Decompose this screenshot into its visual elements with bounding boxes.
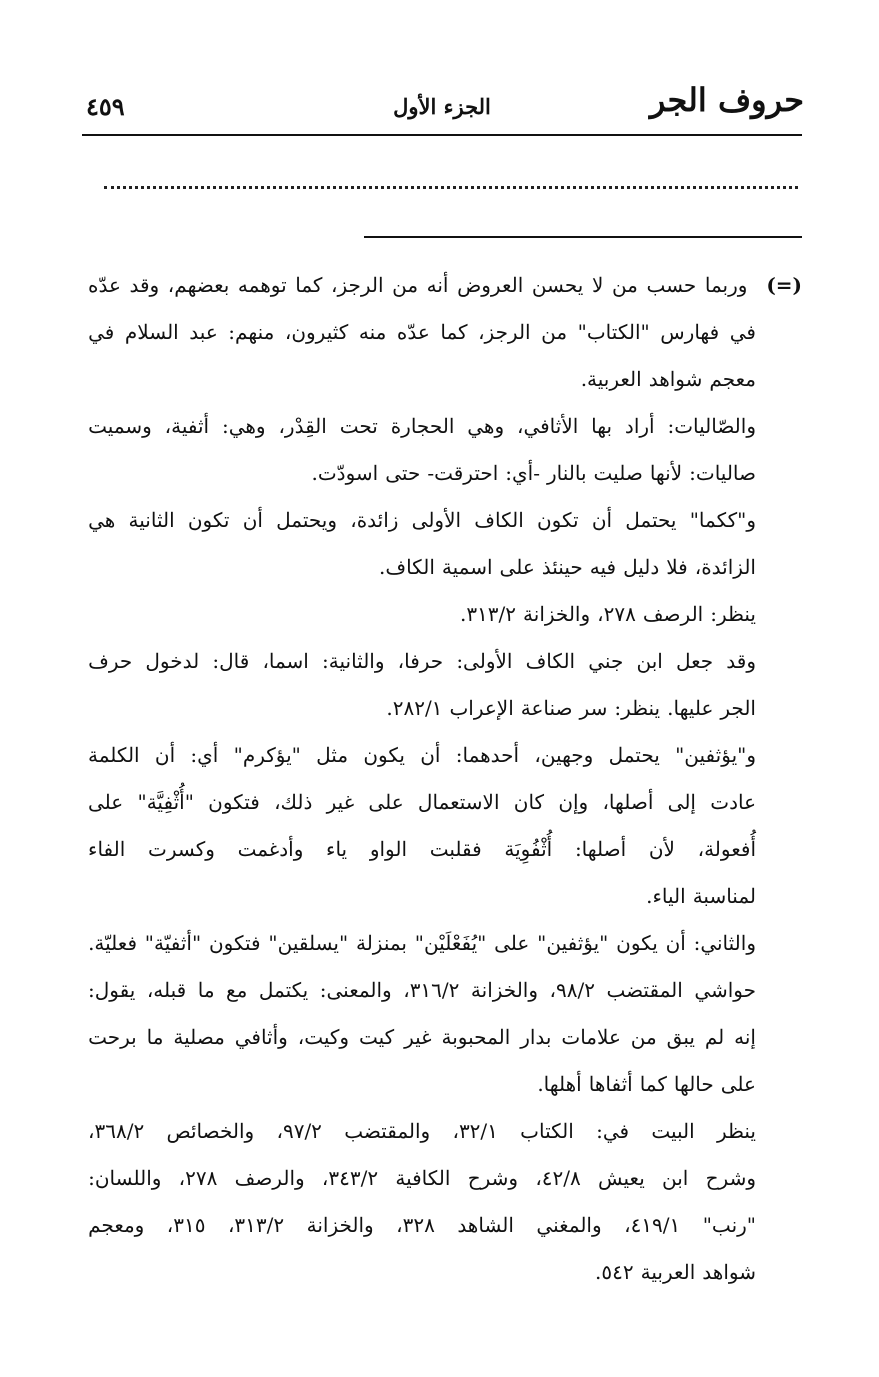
footnote-word: الزائدة، [694, 555, 756, 579]
footnote-word: تكون [536, 508, 579, 532]
footnote-word: حواشي [694, 978, 756, 1002]
footnote-word: عدّه [88, 273, 121, 297]
footnote-word: البيت [651, 1119, 695, 1143]
part-title: الجزء الأول [393, 94, 491, 119]
footnote-word: ذلك، [274, 790, 313, 814]
footnote-word: غير [404, 1025, 432, 1049]
footnote-word: أصلها، [602, 790, 654, 814]
footnote-word: لا [591, 273, 604, 297]
footnote-word: أهلها. [537, 1072, 582, 1096]
footnote-word: وهي [467, 414, 505, 438]
footnote-word: أحدهما: [455, 743, 520, 767]
footnote-word: والثاني: [693, 931, 756, 955]
footnote-word: عليها. [667, 696, 714, 720]
footnote-word: ٣٢/١، [452, 1119, 498, 1143]
footnote-word: يعيش [598, 1166, 645, 1190]
footnote-word: على [368, 790, 404, 814]
footnote-word: يكون [363, 743, 405, 767]
footnote-word: الواو [369, 837, 408, 861]
footnote-word: حينئذ [541, 555, 583, 579]
footnote-word: ٣٤٣/٢، [321, 1166, 379, 1190]
footnote-word: الكافية [395, 1166, 451, 1190]
footnote-word: العروض [457, 273, 524, 297]
footnote-word: "يؤثفين" [537, 931, 609, 955]
footnote-line [88, 732, 802, 779]
footnote-word: حتى [385, 461, 421, 485]
footnote-word: الرجز، [478, 320, 531, 344]
footnote-word: ٣٦٨/٢، [88, 1119, 145, 1143]
footnote-word: إنه [734, 1025, 756, 1049]
footnote-word: الكلمة [88, 743, 140, 767]
footnote-word: جني [588, 649, 624, 673]
footnote-word: لدخول [145, 649, 200, 673]
footnote-word: والمغني [536, 1213, 602, 1237]
footnote-word: من [541, 320, 568, 344]
footnote-word: يقول: [88, 978, 136, 1002]
running-header [80, 78, 804, 128]
footnote-word: بها [591, 414, 613, 438]
footnote-word: والرصف [234, 1166, 305, 1190]
footnote-word: يبق [666, 1025, 695, 1049]
footnote-word: ٢٧٨، [178, 1166, 218, 1190]
footnote-word: حرفا، [397, 649, 444, 673]
footnote-word: غير [326, 790, 355, 814]
footnote-word: "أثفيّة" [144, 931, 202, 955]
footnote-block [88, 262, 802, 1296]
footnote-word: ٥٤٢. [595, 1260, 634, 1284]
footnote-word: من [630, 1025, 657, 1049]
footnote-word: والمعنى: [319, 978, 392, 1002]
footnote-word: زائدة، [350, 508, 399, 532]
footnote-word: أن [591, 508, 613, 532]
footnote-line [88, 920, 802, 967]
footnote-word: تحت [339, 414, 378, 438]
footnote-word: ٩٧/٢، [276, 1119, 322, 1143]
footnote-word: صليت [593, 461, 643, 485]
footnote-word: على [494, 931, 530, 955]
footnote-word: الثانية [128, 508, 175, 532]
footnote-word: صناعة [520, 696, 573, 720]
footnote-word: اسودّت. [311, 461, 379, 485]
page-number: ٤٥٩ [86, 92, 125, 121]
footnote-word: أثفية، [164, 414, 210, 438]
footnote-word: قبله، [146, 978, 187, 1002]
footnote-word: الأثافي، [516, 414, 579, 438]
footnote-word: هي [88, 508, 116, 532]
footnote-word: والخصائص [166, 1119, 255, 1143]
footnote-line [88, 1202, 802, 1249]
footnote-word: والخزانة [306, 1213, 374, 1237]
footnote-line [88, 403, 802, 450]
dotted-separator [104, 186, 798, 189]
footnote-word: والخزانة [470, 978, 539, 1002]
footnote-line [88, 967, 802, 1014]
footnote-word: ٣١٣/٢، [227, 1213, 285, 1237]
footnote-line [88, 779, 802, 826]
footnote-word: ٩٨/٢، [549, 978, 595, 1002]
footnote-word: سر [579, 696, 608, 720]
footnote-word: كما [440, 320, 468, 344]
footnote-word: -أي: [505, 461, 540, 485]
footnote-word: واللسان: [88, 1166, 162, 1190]
footnote-word: الاستعمال [417, 790, 500, 814]
footnote-word: عادت [710, 790, 756, 814]
footnote-word: كما [295, 273, 323, 297]
footnote-word: الأولى: [456, 649, 513, 673]
footnote-marker: (=) [766, 273, 802, 297]
footnote-word: وجهين، [534, 743, 594, 767]
footnote-word: في [729, 320, 756, 344]
footnote-word: علامات [561, 1025, 621, 1049]
footnote-word: العربية. [580, 367, 642, 391]
footnote-word: بعضهم، [167, 273, 230, 297]
footnote-word: الأولى [411, 508, 462, 532]
footnote-word: بمنزلة [355, 931, 407, 955]
footnote-word: حرف [88, 649, 133, 673]
footnote-word: توهمه [237, 273, 287, 297]
footnote-word: في [88, 320, 115, 344]
footnote-word: أن [242, 508, 263, 532]
footnote-word: ٣٢٨، [396, 1213, 435, 1237]
footnote-line [88, 1061, 802, 1108]
footnote-word: وأثافي [234, 1025, 288, 1049]
footnote-word: ياء [326, 837, 348, 861]
footnote-line [88, 685, 802, 732]
footnote-word: ٣١٥، [166, 1213, 206, 1237]
footnote-word: أن [154, 743, 176, 767]
footnote-word: فتكون [208, 931, 261, 955]
footnote-word: في: [596, 1119, 630, 1143]
footnote-word: على [88, 790, 124, 814]
footnote-word: ينظر: [710, 602, 756, 626]
footnote-word: ٤١٩/١، [624, 1213, 681, 1237]
footnote-word: "يسلقين" [268, 931, 349, 955]
footnote-word: ابن [662, 1166, 689, 1190]
footnote-word: لأن [648, 837, 675, 861]
footnote-word: قال: [212, 649, 250, 673]
footnote-word: لأنها [649, 461, 683, 485]
footnote-word: "رنب" [702, 1213, 756, 1237]
footnote-word: أصلها: [574, 837, 627, 861]
footnote-word: حسب [646, 273, 697, 297]
footnote-word: ينظر [716, 1119, 756, 1143]
footnote-word: الإعراب [449, 696, 514, 720]
footnote-word: الجر [720, 696, 756, 720]
footnote-word: والمقتضب [344, 1119, 431, 1143]
footnote-word: لم [704, 1025, 725, 1049]
footnote-word: يكون [616, 931, 658, 955]
footnote-line [88, 1108, 802, 1155]
footnote-word: على [499, 555, 535, 579]
footnote-word: أن [420, 743, 441, 767]
footnote-word: ابن [636, 649, 663, 673]
footnote-word: "يُفَعْلَيْن" [414, 931, 487, 955]
footnote-word: أي: [190, 743, 219, 767]
footnote-word: وهي: [221, 414, 266, 438]
footnote-word: "الكتاب" [577, 320, 650, 344]
footnote-word: بالنار [547, 461, 587, 485]
footnote-line [88, 497, 802, 544]
footnote-word: برحت [88, 1025, 137, 1049]
footnote-word: بدار [520, 1025, 552, 1049]
footnote-word: الرجز، [331, 273, 384, 297]
footnote-word: الحجارة [390, 414, 455, 438]
footnote-word: يحتمل [608, 743, 660, 767]
footnote-word: فيه [589, 555, 617, 579]
footnote-word: "أُثْفِيَّة" [137, 790, 194, 814]
footnote-rule [364, 236, 802, 238]
footnote-word: والثانية: [322, 649, 385, 673]
footnote-word: اسما، [262, 649, 309, 673]
footnote-word: كيت [358, 1025, 395, 1049]
footnote-word: أثفاها [588, 1072, 633, 1096]
footnote-word: أنه [426, 273, 449, 297]
footnote-word: احترقت- [427, 461, 499, 485]
footnote-line [88, 1155, 802, 1202]
footnote-word: فقلبت [429, 837, 482, 861]
footnote-word: وشرح [705, 1166, 756, 1190]
footnote-word: كما [639, 1072, 667, 1096]
footnote-word: السلام [124, 320, 179, 344]
footnote-word: كثيرون، [284, 320, 349, 344]
footnote-word: وإن [558, 790, 589, 814]
footnote-word: ويحتمل [276, 508, 338, 532]
footnote-word: ٢٧٨، [597, 602, 636, 626]
footnote-word: شواهد [702, 1260, 756, 1284]
footnote-word: فتكون [208, 790, 260, 814]
footnote-word: والخزانة [523, 602, 591, 626]
footnote-word: وسميت [88, 414, 152, 438]
footnote-word: اسمية [441, 555, 493, 579]
footnote-word: ما [197, 978, 215, 1002]
footnote-word: يكتمل [258, 978, 309, 1002]
footnote-word: الياء. [646, 884, 686, 908]
footnote-word: عدّه [396, 320, 430, 344]
footnote-word: لمناسبة [692, 884, 756, 908]
footnote-word: منه [358, 320, 387, 344]
footnote-line [88, 356, 802, 403]
footnote-word: وقد [726, 649, 756, 673]
footnote-word: من [392, 273, 419, 297]
footnote-word: المحبوبة [441, 1025, 511, 1049]
footnote-word: على [720, 1072, 756, 1096]
footnote-word: ما [146, 1025, 164, 1049]
footnote-word: ٤٢/٨، [535, 1166, 581, 1190]
footnote-line [88, 591, 802, 638]
footnote-word: مصلية [173, 1025, 225, 1049]
footnote-word: جعل [675, 649, 714, 673]
footnote-word: أُثْفُوِيَة [504, 837, 553, 861]
footnote-word: أراد [624, 414, 655, 438]
footnote-word: وشرح [467, 1166, 519, 1190]
footnote-word: حالها [673, 1072, 714, 1096]
footnote-word: الكاف [525, 649, 576, 673]
footnote-line [88, 309, 802, 356]
footnote-line [88, 450, 802, 497]
footnote-line [88, 826, 802, 873]
footnote-word: الكتاب [520, 1119, 574, 1143]
footnote-word: المقتضب [606, 978, 683, 1002]
footnote-word: ٣١٣/٢. [459, 602, 517, 626]
footnote-word: وكيت، [297, 1025, 350, 1049]
footnote-word: يحسن [531, 273, 584, 297]
footnote-word: مثل [316, 743, 349, 767]
footnote-word: ٣١٦/٢، [403, 978, 460, 1002]
footnote-word: الكاف [474, 508, 524, 532]
footnote-word: معجم [709, 367, 756, 391]
footnote-word: وربما [704, 273, 748, 297]
footnote-word: الشاهد [457, 1213, 514, 1237]
footnote-line [88, 1014, 802, 1061]
footnote-word: الرصف [642, 602, 704, 626]
footnote-word: يحتمل [625, 508, 677, 532]
footnote-line [88, 544, 802, 591]
footnote-word: مع [226, 978, 248, 1002]
footnote-word: فلا [666, 555, 688, 579]
footnote-word: تكون [187, 508, 230, 532]
header-rule [82, 134, 802, 136]
footnote-word: فهارس [660, 320, 720, 344]
footnote-word: منهم: [228, 320, 275, 344]
footnote-word: عبد [189, 320, 218, 344]
book-title: حروف الجر [649, 81, 804, 119]
footnote-word: من [611, 273, 638, 297]
footnote-word: ٢٨٢/١. [386, 696, 443, 720]
footnote-word: فعليّة. [88, 931, 138, 955]
footnote-word: أُفعولة، [697, 837, 756, 861]
footnote-word: دليل [623, 555, 660, 579]
footnote-word: الفاء [88, 837, 126, 861]
footnote-word: شواهد [648, 367, 703, 391]
footnote-word: و"يؤثفين" [675, 743, 756, 767]
footnote-word: ومعجم [88, 1213, 145, 1237]
footnote-line [88, 873, 802, 920]
footnote-word: والصّاليات: [667, 414, 756, 438]
footnote-line [88, 262, 802, 309]
footnote-line [88, 1249, 802, 1296]
footnote-word: صاليات: [689, 461, 756, 485]
footnote-line [88, 638, 802, 685]
footnote-word: كان [513, 790, 545, 814]
footnote-word: و"ككما" [689, 508, 756, 532]
footnote-word: إلى [667, 790, 696, 814]
footnote-word: الكاف. [379, 555, 435, 579]
footnote-word: القِدْر، [278, 414, 327, 438]
footnote-word: العربية [640, 1260, 696, 1284]
footnote-word: وأدغمت [237, 837, 304, 861]
footnote-word: ينظر: [614, 696, 661, 720]
footnote-word: وكسرت [148, 837, 215, 861]
footnote-word: أن [665, 931, 686, 955]
footnote-word: وقد [129, 273, 160, 297]
footnote-word: "يؤكرم" [233, 743, 301, 767]
